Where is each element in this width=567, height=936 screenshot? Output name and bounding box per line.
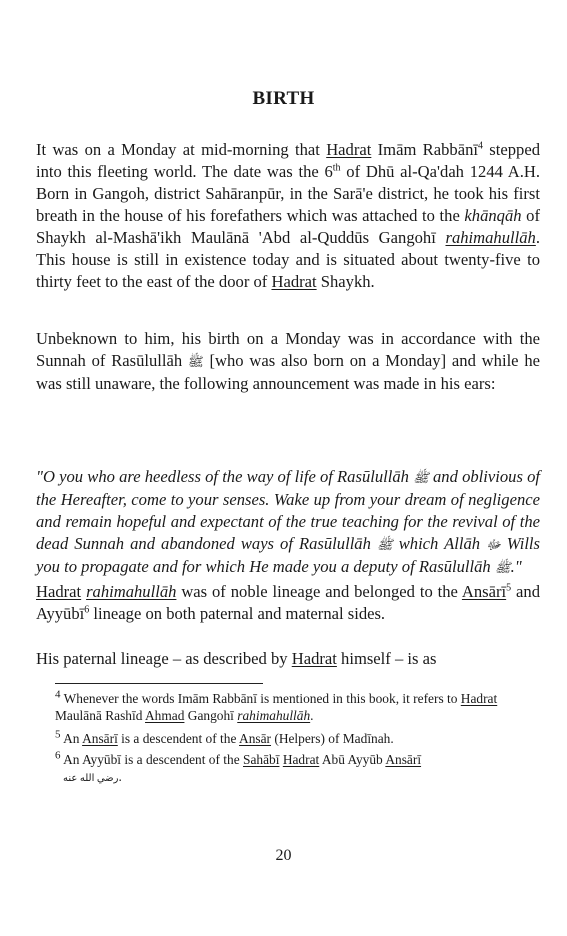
text-rahimahullah: rahimahullāh [86,582,177,601]
footnote-5 [55,730,537,747]
text: Maulānā Rashīd [55,708,146,723]
text: which Allāh [392,534,487,553]
text: [who was also born on a Monday] and while he was still unaware, the following announcement was made in his ears: [36,351,541,393]
paragraph-birth-date [36,139,540,293]
salutation-glyph: ﷺ [494,560,511,575]
page-number: 20 [275,847,292,864]
salutation-glyph: ﷺ [413,470,429,485]
text: Abū Ayyūb [319,752,386,767]
paragraph-sunnah [36,328,540,395]
text: and Ayyūbī [36,582,541,623]
text: (Helpers) of Madīnah. [271,731,394,746]
paragraph-announcement-quote [36,466,540,579]
text: Gangohī [184,708,238,723]
text: and oblivious of the Hereafter, come to your senses. Wake up from your dream of negligence and remain hopeful and expectant of the true teaching for the revival of the dead Sunnah and abandoned ways of Rasūlullāh [36,467,540,553]
text-ansari: Ansārī [461,582,507,601]
footnote-ref-6: 6 [84,604,90,616]
text: His paternal lineage – as described by [36,649,292,668]
text-hadrat: Hadrat [291,649,337,668]
text-hadrat: Hadrat [271,272,317,291]
ordinal-suffix: th [332,162,341,174]
text: An Ayyūbī is a descendent of the [60,752,243,767]
footnote-divider [55,683,263,684]
footnote-number: 4 [55,688,61,701]
text: Shaykh. [316,272,375,291]
paragraph-paternal-lineage [36,648,540,670]
footnote-number: 6 [55,749,61,762]
text: was of noble lineage and belonged to the [176,582,462,601]
chapter-title: BIRTH [252,88,315,109]
text: Whenever the words Imām Rabbānī is mentioned in this book, it refers to [60,691,461,706]
text: Imām Rabbānī [371,140,478,159]
text-sahabi: Sahābī [243,752,280,767]
text-rahimahullah: rahimahullāh [445,228,536,247]
paragraph-lineage [36,581,540,625]
text-hadrat: Hadrat [326,140,372,159]
salutation-glyph: ﷻ [486,537,501,552]
text: "O you who are heedless of the way of life of Rasūlullāh [36,467,414,486]
text-rahimahullah: rahimahullāh [237,708,311,723]
text-ansari: Ansārī [385,752,422,767]
text-hadrat: Hadrat [282,752,320,767]
text: Wills you to propagate and for which He made you a deputy of Rasūlullāh [36,534,540,576]
text: . This house is still in existence today and is situated about twenty-five to thirty feet to the east of the door of [36,228,540,291]
text-ahmad: Ahmad [145,708,185,723]
text-ansari: Ansārī [82,731,118,746]
text: . [310,708,314,723]
text: ." [510,557,522,576]
text: Unbeknown to him, his birth on a Monday was in accordance with the Sunnah of Rasūlullāh [36,329,540,370]
footnote-6 [55,751,537,787]
salutation-glyph: ﷺ [376,537,393,552]
text: of Dhū al-Qa'dah 1244 A.H. Born in Gangoh, district Sahāranpūr, in the Sarā'e district, he took his first breath in the house of his forefathers which was attached to the [36,162,541,225]
text-khanqah: khānqāh [464,206,522,225]
text: himself – is as [336,649,437,668]
text: lineage on both paternal and maternal sides. [89,604,386,623]
text: It was on a Monday at mid-morning that [36,140,327,159]
footnote-ref-5: 5 [506,582,512,594]
text-hadrat: Hadrat [36,582,82,601]
text-ansar: Ansār [239,731,272,746]
text: of Shaykh al-Mashā'ikh Maulānā 'Abd al-Quddūs Gangohī [36,206,540,247]
salutation-glyph: ﷺ [187,354,204,369]
footnote-ref-4: 4 [477,140,483,152]
footnote-number: 5 [55,728,61,741]
honorific-glyph: رضي الله عنه [63,773,119,784]
text: stepped into this fleeting world. The date was the 6 [36,140,540,181]
footnote-4 [55,690,537,724]
text: is a descendent of the [117,731,240,746]
text-hadrat: Hadrat [460,691,498,706]
text: . [118,769,122,784]
text: An [60,731,83,746]
